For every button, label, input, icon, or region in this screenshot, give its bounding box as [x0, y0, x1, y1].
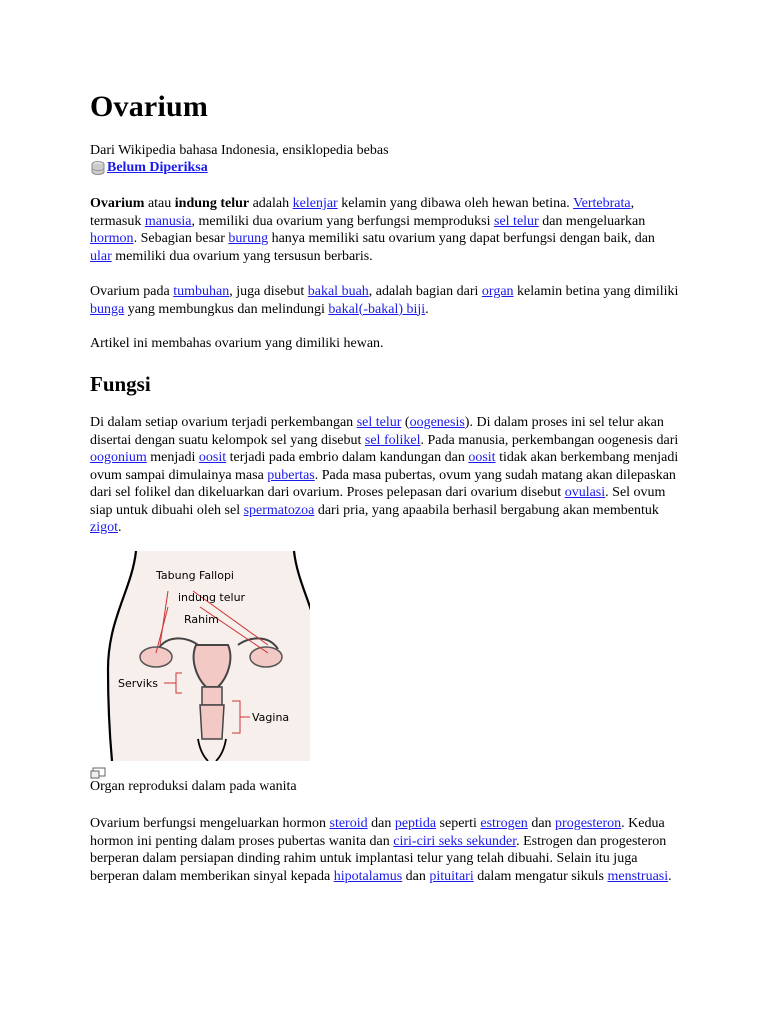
- wiki-link[interactable]: hipotalamus: [333, 868, 403, 884]
- label-serviks: Serviks: [118, 677, 158, 690]
- text-run: Ovarium berfungsi mengeluarkan hormon: [90, 816, 330, 831]
- text-run: seperti: [436, 816, 481, 831]
- text-run: hanya memiliki satu ovarium yang dapat berfungsi dengan baik, dan: [268, 231, 655, 246]
- label-tabung-fallopi: Tabung Fallopi: [156, 569, 234, 582]
- wiki-link[interactable]: hormon: [90, 231, 134, 246]
- text-run: atau: [144, 196, 175, 211]
- wiki-link[interactable]: pituitari: [429, 868, 474, 884]
- wiki-link[interactable]: bakal(-bakal) biji: [328, 301, 426, 317]
- wiki-link[interactable]: burung: [228, 231, 269, 246]
- intro-paragraph-1: [90, 195, 680, 265]
- wiki-link[interactable]: bakal buah: [307, 284, 369, 299]
- text-run: . Sebagian besar: [133, 231, 229, 246]
- text-run: .: [425, 301, 429, 317]
- figure-caption: Organ reproduksi dalam pada wanita: [90, 779, 297, 794]
- text-run: adalah: [249, 196, 293, 211]
- wiki-link[interactable]: peptida: [394, 816, 437, 831]
- text-run: (: [401, 415, 410, 430]
- text-run: kelamin yang dibawa oleh hewan betina.: [337, 196, 574, 211]
- text-run: dan: [527, 816, 556, 831]
- wiki-link[interactable]: bunga: [90, 301, 125, 317]
- text-run: kelamin betina yang dimiliki: [513, 284, 679, 299]
- text-run: dan: [367, 816, 395, 831]
- text-run: .: [118, 520, 122, 535]
- text-run: terjadi pada embrio dalam kandungan dan: [226, 450, 469, 465]
- wiki-link[interactable]: menstruasi: [607, 868, 669, 884]
- reproductive-organs-figure[interactable]: [98, 549, 310, 761]
- fungsi-paragraph-1: [90, 414, 680, 537]
- wiki-link[interactable]: sel telur: [494, 213, 539, 229]
- wiki-link[interactable]: pubertas: [267, 467, 315, 483]
- wiki-link[interactable]: progesteron: [555, 816, 622, 831]
- text-run: , termasuk: [90, 196, 635, 229]
- page-title: Ovarium: [90, 90, 209, 123]
- text-run: yang membungkus dan melindungi: [124, 301, 329, 317]
- intro-paragraph-2: [90, 283, 680, 318]
- text-run: . Pada manusia, perkembangan oogenesis dari: [420, 432, 679, 448]
- text-run: dan mengeluarkan: [538, 213, 646, 229]
- wiki-link[interactable]: steroid: [329, 816, 368, 831]
- intro-paragraph-3: [90, 335, 680, 353]
- wiki-link[interactable]: oogenesis: [409, 415, 465, 430]
- wiki-link[interactable]: oosit: [468, 450, 496, 465]
- text-run: Artikel ini membahas ovarium yang dimiliki hewan.: [90, 336, 384, 351]
- label-vagina: Vagina: [252, 711, 290, 724]
- text-run: . Kedua hormon ini penting dalam proses pubertas wanita dan: [90, 816, 665, 849]
- text-run: dari pria, yang apaabila berhasil bergabung akan membentuk: [314, 502, 659, 518]
- text-run: dalam mengatur sikuls: [473, 868, 608, 884]
- label-rahim: Rahim: [184, 613, 219, 626]
- wiki-link[interactable]: organ: [481, 284, 514, 299]
- text-run: , memiliki dua ovarium yang berfungsi memproduksi: [191, 213, 494, 229]
- text-run: menjadi: [146, 450, 199, 465]
- wiki-link[interactable]: oosit: [198, 450, 227, 465]
- wiki-link[interactable]: kelenjar: [292, 196, 338, 211]
- text-run: . Pada masa pubertas, ovum yang sudah matang akan dilepaskan dari sel folikel dan dikeluarkan dari ovarium. Proses pelepasan dari ovarium disebut: [90, 467, 676, 500]
- text-run: . Sel ovum siap untuk dibuahi oleh sel: [90, 485, 666, 518]
- text-run: ). Di dalam proses ini sel telur akan disertai dengan suatu kelompok sel yang disebut: [90, 415, 664, 448]
- text-run: Di dalam setiap ovarium terjadi perkembangan: [90, 415, 357, 430]
- wiki-link[interactable]: ovulasi: [564, 485, 606, 500]
- database-icon: [90, 160, 106, 176]
- text-run: . Estrogen dan progesteron berperan dalam persiapan dinding rahim untuk implantasi telur yang telah dibuahi. Selain itu juga berperan dalam memberikan sinyal kepada: [90, 833, 667, 884]
- bold-term: indung telur: [174, 196, 250, 211]
- fungsi-paragraph-2: [90, 815, 680, 885]
- site-tagline: Dari Wikipedia bahasa Indonesia, ensiklopedia bebas: [90, 143, 389, 158]
- wiki-link[interactable]: sel telur: [356, 415, 402, 430]
- wiki-link[interactable]: zigot: [90, 520, 118, 535]
- wiki-link[interactable]: spermatozoa: [243, 502, 315, 518]
- text-run: memiliki dua ovarium yang tersusun berbaris.: [111, 248, 373, 264]
- wiki-link[interactable]: ciri-ciri seks sekunder: [393, 833, 517, 849]
- wiki-link[interactable]: sel folikel: [364, 432, 421, 448]
- section-heading-fungsi: Fungsi: [90, 372, 151, 396]
- text-run: Ovarium pada: [90, 284, 174, 299]
- review-status: [90, 159, 208, 177]
- review-status-link[interactable]: Belum Diperiksa: [107, 160, 208, 175]
- text-run: , adalah bagian dari: [368, 284, 482, 299]
- text-run: .: [668, 868, 672, 884]
- wiki-link[interactable]: manusia: [144, 213, 192, 229]
- text-run: , juga disebut: [229, 284, 308, 299]
- text-run: tidak akan berkembang menjadi ovum sampai dimulainya masa: [90, 450, 679, 483]
- wiki-link[interactable]: tumbuhan: [173, 284, 230, 299]
- wiki-link[interactable]: Vertebrata: [573, 196, 631, 211]
- text-run: dan: [402, 868, 430, 884]
- wiki-link[interactable]: ular: [90, 248, 112, 264]
- wiki-link[interactable]: estrogen: [480, 816, 528, 831]
- bold-term: Ovarium: [90, 196, 145, 211]
- wiki-link[interactable]: oogonium: [90, 450, 147, 465]
- label-indung-telur: indung telur: [178, 591, 246, 604]
